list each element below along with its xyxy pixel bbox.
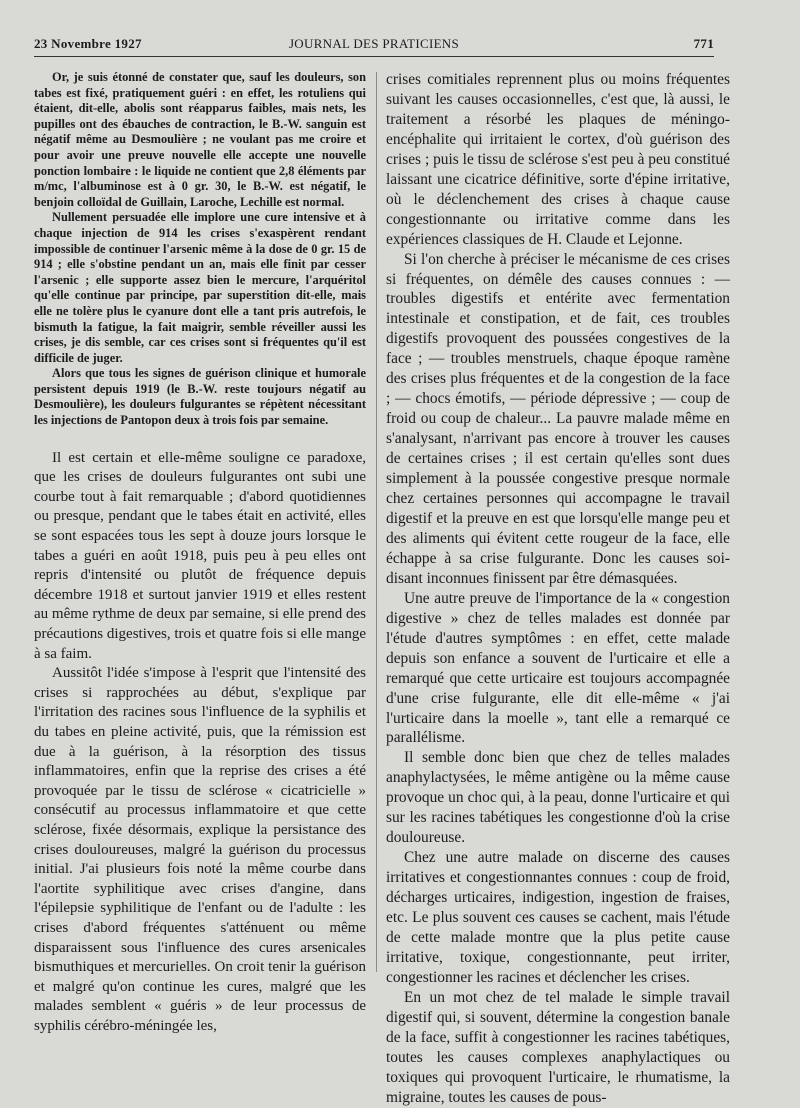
paragraph: En un mot chez de tel malade le simple travail digestif qui, si souvent, détermine la congestion banale de la face, suffit à congestionner les racines tabétiques, toutes les causes complexes anaphylactiques ou toxiques qui provoquent l'urticaire, le rhumatisme, la migraine, toutes les causes de pous- (386, 988, 730, 1106)
paragraph: Une autre preuve de l'importance de la « congestion digestive » chez de telles malades est donnée par l'étude d'autres symptômes : en effet, cette malade depuis son enfance a souvent de l'urticaire et elle a remarqué que cette urticaire est toujours accompagnée d'une crise fulgurante, elle dit elle-même « j'ai l'urticaire dans la moelle », tant elle a remarqué ce parallélisme. (386, 589, 730, 747)
discussion-text (34, 449, 366, 1037)
paragraph: Or, je suis étonné de constater que, sauf les douleurs, son tabes est fixé, pratiquement guéri : en effet, les rotuliens qui étaient, dit-elle, abolis sont réapparus faibles, mais nets, les pupilles ont des ébauches de contraction, le B.-W. sanguin est négatif même au Desmoulière ; ne voulant pas me croire et pour avoir une preuve nouvelle elle accepte une nouvelle ponction lombaire : le liquide ne contient que 2,8 éléments par m/mc, l'albuminose est à 0 gr. 30, le B.-W. est négatif, le benjoin colloïdal de Guillain, Laroche, Lechille est normal. (34, 70, 366, 209)
paragraph: Aussitôt l'idée s'impose à l'esprit que l'intensité des crises si rapprochées au début, s'explique par l'irritation des racines sous l'influence de la syphilis et du tabes en pleine activité, puis, que la rémission est due à la guérison, à la résorption des tissus inflammatoires, enfin que la reprise des crises a été provoquée par le tissu de sclérose « cicatricielle » consécutif au processus inflammatoire et que cette sclérose, fixée désormais, explique la persistance des crises douloureuses, malgré la guérison du processus initial. J'ai plusieurs fois noté la même courbe dans l'aortite syphilitique avec crises d'angine, dans l'épilepsie syphilitique de l'enfant ou de l'adulte : les crises d'abord fréquentes s'atténuent ou même disparaissent sous l'influence des cures arsenicales bismuthiques et mercurielles. On croit tenir la guérison et malgré qu'on continue les cures, malgré que les malades semblent « guéris » de leur processus de syphilis cérébro-méningée les, (34, 665, 366, 1034)
header-rule (34, 56, 714, 57)
page-number: 771 (693, 36, 714, 51)
right-column (386, 70, 730, 1108)
journal-title: JOURNAL DES PRATICIENS (288, 36, 460, 51)
paragraph: Si l'on cherche à préciser le mécanisme de ces crises si fréquentes, on démêle des causes connues : — troubles digestifs et entérite avec fermentation intestinale et constipation, et de fait, ces troubles digestifs provoquent des poussées congestives de la face ; — troubles menstruels, chaque époque ramène des crises plus fréquentes et de la congestion de la face ; — chocs émotifs, — période dépressive ; — coup de froid ou coup de chaleur... La pauvre malade même en s'analysant, n'arrivant pas encore à trouver les causes de certaines crises ; il est certain qu'elles sont dues simplement à la poussée congestive presque normale chez certaines personnes qui accompagne le travail digestif et la preuve en est que lorsqu'elle mange peu et des aliments qui évitent cette rougeur de la face, elle échappe à sa crise fulgurante. Donc les causes soi-disant inconnues finissent par être démasquées. (386, 250, 730, 587)
paragraph: crises comitiales reprennent plus ou moins fréquentes suivant les causes occasionnelles, c'est que, là aussi, le traitement a résorbé les plaques de méningo-encéphalite qui irritaient le cortex, d'où guérison des crises ; puis le tissu de sclérose s'est peu à peu constitué laissant une cicatrice définitive, sorte d'épine irritative, où le déclenchement des crises à chaque cause congestionnante ou irritative comme dans les expériences classiques de H. Claude et Lejonne. (386, 71, 730, 248)
case-notes (34, 70, 366, 429)
paragraph: Il semble donc bien que chez de telles malades anaphylactysées, le même antigène ou la même cause provoque un choc qui, à la peau, donne l'urticaire et qui sur les racines tabétiques les congestionne d'où la crise douloureuse. (386, 749, 730, 847)
running-header (34, 36, 714, 54)
paragraph: Chez une autre malade on discerne des causes irritatives et congestionnantes connues : coup de froid, décharges urticaires, indigestion, ingestion de fraises, etc. Le plus souvent ces causes se cachent, mais l'étude de cette malade montre que la plus petite cause irritative, toxique, congestionnante, peut irriter, congestionner les racines et déclencher les crises. (386, 849, 730, 986)
paragraph: Alors que tous les signes de guérison clinique et humorale persistent depuis 1919 (le B.-W. reste toujours négatif au Desmoulière), les douleurs fulgurantes se répètent nécessitant les injections de Pantopon deux à trois fois par semaine. (34, 366, 366, 428)
left-column (34, 70, 366, 1036)
paragraph: Nullement persuadée elle implore une cure intensive et à chaque injection de 914 les crises s'exaspèrent rendant impossible de continuer l'arsenic même à la dose de 0 gr. 15 de 914 ; elle s'obstine pendant un an, mais elle finit par cesser l'arsenic ; elle supporte assez bien le mercure, l'arquéritol qu'elle continue par principe, par superstition dit-elle, mais elle ne tolère plus le cyanure dont elle a tant pris autrefois, le bismuth la fatigue, la fait maigrir, semble réveiller aussi les crises, je dis semble, car ces crises sont si fréquentes qu'il est difficile de juger. (34, 210, 366, 365)
column-divider (376, 72, 377, 972)
paragraph: Il est certain et elle-même souligne ce paradoxe, que les crises de douleurs fulgurantes ont subi une courbe tout à fait remarquable ; d'abord quotidiennes ou presque, pendant que le tabes était en activité, elles se sont espacées tous les sept à douze jours lorsque le tabes a guéri en août 1918, puis peu à peu elles ont repris d'intensité ou plutôt de fréquence depuis décembre 1918 et surtout janvier 1919 et elles restent au même rythme de deux par semaine, si elle prend des précautions digestives, trois et quatre fois si elle mange à sa faim. (34, 449, 366, 662)
header-date: 23 Novembre 1927 (34, 36, 142, 51)
